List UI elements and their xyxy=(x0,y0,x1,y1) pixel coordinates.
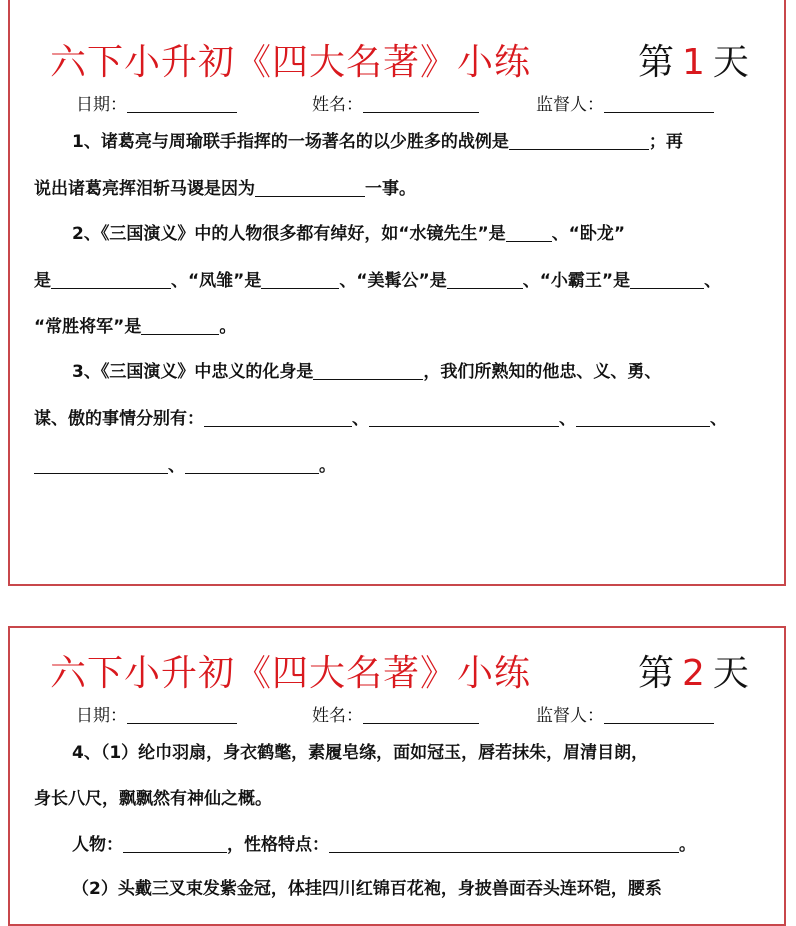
date-field-2: 日期： xyxy=(76,701,237,726)
question-1-line-2: 说出诸葛亮挥泪斩马谡是因为 一事。 xyxy=(34,179,416,199)
question-4-line-2: 身长八尺，飘飘然有神仙之概。 xyxy=(34,789,272,809)
supervisor-field-1: 监督人： xyxy=(536,90,714,115)
supervisor-field-2: 监督人： xyxy=(536,701,714,726)
answer-blank[interactable] xyxy=(34,456,168,474)
answer-blank[interactable] xyxy=(369,409,559,427)
date-blank-1[interactable] xyxy=(127,95,237,113)
answer-blank[interactable] xyxy=(204,409,352,427)
question-3-line-2: 谋、傲的事情分别有： 、 、 、 xyxy=(34,409,727,429)
answer-blank[interactable] xyxy=(509,132,649,150)
question-2-line-1: 2、《三国演义》中的人物很多都有绰好，如“水镜先生”是 、“卧龙” xyxy=(72,224,626,244)
name-blank-2[interactable] xyxy=(363,706,479,724)
question-3-line-1: 3、《三国演义》中忠义的化身是 ，我们所熟知的他忠、义、勇、 xyxy=(72,362,662,382)
answer-blank[interactable] xyxy=(313,362,423,380)
answer-blank[interactable] xyxy=(141,317,219,335)
date-blank-2[interactable] xyxy=(127,706,237,724)
answer-blank[interactable] xyxy=(255,179,365,197)
question-2-line-3: “常胜将军”是 。 xyxy=(34,317,237,337)
name-field-2: 姓名： xyxy=(312,701,479,726)
answer-blank[interactable] xyxy=(630,271,704,289)
answer-blank[interactable] xyxy=(447,271,523,289)
question-4-line-1: 4、（1）纶巾羽扇，身衣鹤氅，素履皂绦，面如冠玉，唇若抹朱，眉清目朗， xyxy=(72,743,649,763)
answer-blank[interactable] xyxy=(261,271,339,289)
day-label-1: 第 1 天 xyxy=(638,42,749,83)
answer-blank[interactable] xyxy=(51,271,171,289)
question-1-line-1: 1、诸葛亮与周瑜联手指挥的一场著名的以少胜多的战例是 ；再 xyxy=(72,132,683,152)
supervisor-blank-2[interactable] xyxy=(604,706,714,724)
day-label-2: 第 2 天 xyxy=(638,653,749,694)
question-2-line-2: 是 、“凤雏”是 、“美髯公”是 、“小霸王”是 、 xyxy=(34,271,722,291)
day-number-2: 2 xyxy=(682,653,705,694)
name-blank-1[interactable] xyxy=(363,95,479,113)
person-blank[interactable] xyxy=(123,835,227,853)
question-4-answer-line: 人物： ，性格特点： 。 xyxy=(72,835,696,855)
page-title-2: 六下小升初《四大名著》小练 xyxy=(50,653,532,694)
answer-blank[interactable] xyxy=(576,409,710,427)
answer-blank[interactable] xyxy=(185,456,319,474)
question-4-line-3: （2）头戴三叉束发紫金冠，体挂四川红锦百花袍，身披兽面吞头连环铠，腰系 xyxy=(72,879,662,899)
question-3-line-3: 、 。 xyxy=(34,451,336,476)
day-number-1: 1 xyxy=(682,42,705,83)
supervisor-blank-1[interactable] xyxy=(604,95,714,113)
date-field-1: 日期： xyxy=(76,90,237,115)
top-page-border xyxy=(8,0,786,586)
answer-blank[interactable] xyxy=(506,224,552,242)
trait-blank[interactable] xyxy=(329,835,679,853)
name-field-1: 姓名： xyxy=(312,90,479,115)
page-title-1: 六下小升初《四大名著》小练 xyxy=(50,42,532,83)
